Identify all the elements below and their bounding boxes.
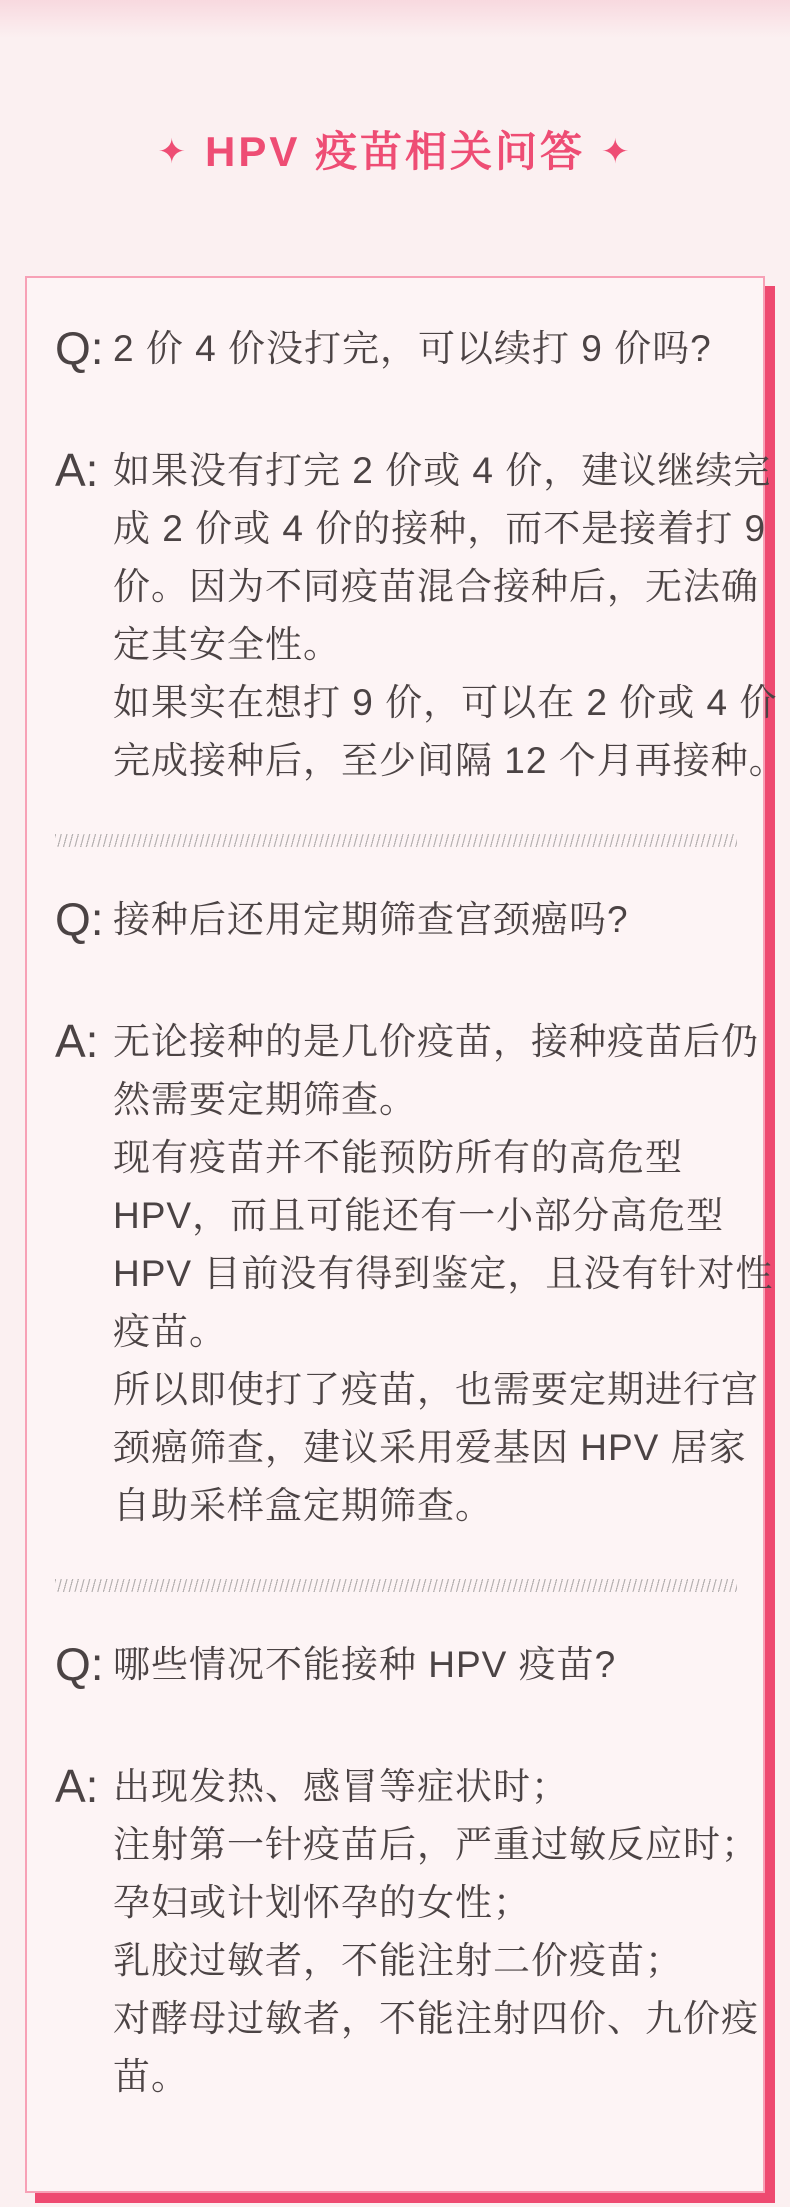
answer-block bbox=[55, 1758, 759, 2106]
answer-line: 所以即使打了疫苗，也需要定期进行宫 bbox=[113, 1369, 759, 1410]
answer-line: 如果实在想打 9 价，可以在 2 价或 4 价 bbox=[113, 682, 778, 723]
answer-line: 自助采样盒定期筛查。 bbox=[113, 1485, 493, 1526]
q-label: Q: bbox=[55, 322, 104, 374]
question-row bbox=[55, 1636, 737, 1694]
qa-section-3 bbox=[55, 1636, 759, 2106]
question-text: 哪些情况不能接种 HPV 疫苗? bbox=[113, 1644, 617, 1685]
answer-line: HPV，而且可能还有一小部分高危型 bbox=[113, 1195, 725, 1236]
answer-line: 完成接种后，至少间隔 12 个月再接种。 bbox=[113, 740, 787, 781]
answer-line: 现有疫苗并不能预防所有的高危型 bbox=[113, 1137, 683, 1178]
question-row bbox=[55, 891, 737, 949]
answer-line: 定其安全性。 bbox=[113, 624, 341, 665]
qa-section-1 bbox=[55, 320, 787, 790]
q-label: Q: bbox=[55, 1638, 104, 1690]
answer-line: 成 2 价或 4 价的接种，而不是接着打 9 bbox=[113, 508, 767, 549]
question-text: 接种后还用定期筛查宫颈癌吗? bbox=[113, 899, 629, 940]
page-title-text: HPV 疫苗相关问答 bbox=[204, 128, 586, 175]
question-text: 2 价 4 价没打完，可以续打 9 价吗? bbox=[113, 328, 712, 369]
answer-line: 出现发热、感冒等症状时； bbox=[113, 1766, 569, 1807]
answer-block bbox=[55, 442, 787, 790]
a-label: A: bbox=[55, 444, 99, 496]
answer-line: 苗。 bbox=[113, 2056, 189, 2097]
qa-section-2 bbox=[55, 891, 774, 1535]
sparkle-icon-right: ✦ bbox=[601, 133, 633, 171]
answer-line: 然需要定期筛查。 bbox=[113, 1079, 417, 1120]
top-gradient-band bbox=[0, 0, 790, 38]
answer-line: HPV 目前没有得到鉴定，且没有针对性 bbox=[113, 1253, 774, 1294]
section-divider bbox=[55, 834, 737, 847]
q-label: Q: bbox=[55, 893, 104, 945]
page-title bbox=[0, 126, 790, 181]
question-row bbox=[55, 320, 737, 378]
a-label: A: bbox=[55, 1015, 99, 1067]
answer-line: 如果没有打完 2 价或 4 价，建议继续完 bbox=[113, 450, 772, 491]
answer-line: 无论接种的是几价疫苗，接种疫苗后仍 bbox=[113, 1021, 759, 1062]
answer-line: 乳胶过敏者，不能注射二价疫苗； bbox=[113, 1940, 683, 1981]
qa-card bbox=[25, 276, 787, 2193]
answer-line: 疫苗。 bbox=[113, 1311, 227, 1352]
answer-line: 价。因为不同疫苗混合接种后，无法确 bbox=[113, 566, 759, 607]
answer-block bbox=[55, 1013, 774, 1535]
a-label: A: bbox=[55, 1760, 99, 1812]
sparkle-icon-left: ✦ bbox=[157, 133, 189, 171]
answer-line: 孕妇或计划怀孕的女性； bbox=[113, 1882, 531, 1923]
answer-line: 颈癌筛查，建议采用爱基因 HPV 居家 bbox=[113, 1427, 747, 1468]
answer-line: 对酵母过敏者，不能注射四价、九价疫 bbox=[113, 1998, 759, 2039]
section-divider bbox=[55, 1579, 737, 1592]
answer-line: 注射第一针疫苗后，严重过敏反应时； bbox=[113, 1824, 759, 1865]
